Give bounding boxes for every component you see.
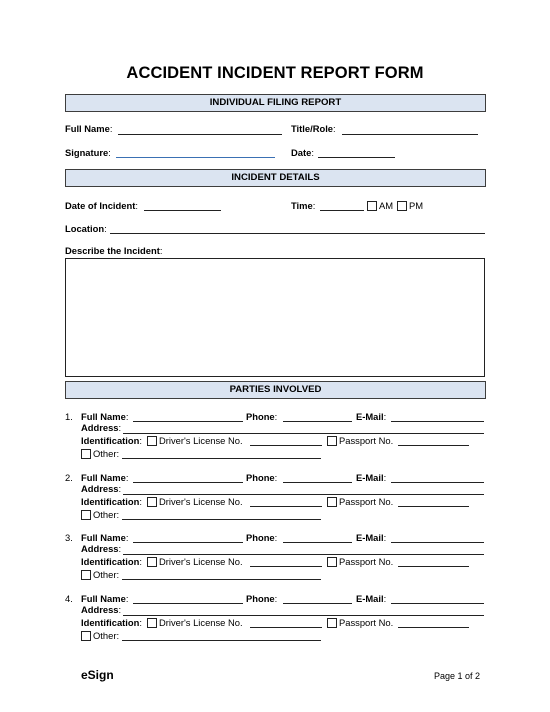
party-drivers-license-field[interactable]: [250, 506, 322, 507]
party-full-name-row: [81, 411, 128, 422]
party-full-name-row: [81, 532, 128, 543]
colon: :: [383, 593, 387, 604]
party-email-label: E-Mail: [356, 472, 384, 483]
party-phone-row: [246, 411, 277, 422]
date-label: Date: [291, 147, 312, 158]
party-full-name-label: Full Name: [81, 472, 126, 483]
colon: :: [311, 147, 314, 158]
party-other-checkbox[interactable]: [81, 510, 91, 520]
colon: :: [109, 123, 113, 134]
esign-logo: eSign: [81, 668, 114, 682]
section-header-parties: PARTIES INVOLVED: [65, 381, 486, 399]
party-email-field[interactable]: [391, 542, 484, 543]
colon: :: [125, 411, 129, 422]
page-number: Page 1 of 2: [434, 671, 481, 681]
party-phone-label: Phone: [246, 411, 275, 422]
party-phone-label: Phone: [246, 593, 275, 604]
describe-label: Describe the Incident: [65, 245, 160, 256]
party-full-name-label: Full Name: [81, 532, 126, 543]
party-phone-field[interactable]: [283, 482, 352, 483]
party-passport-label: Passport No.: [339, 556, 394, 567]
party-phone-row: [246, 532, 277, 543]
party-email-label: E-Mail: [356, 532, 384, 543]
party-address-field[interactable]: [123, 615, 484, 616]
party-phone-field[interactable]: [283, 542, 352, 543]
party-passport-label: Passport No.: [339, 617, 394, 628]
date-of-incident-label: Date of Incident: [65, 200, 136, 211]
party-passport-checkbox[interactable]: [327, 557, 337, 567]
am-label: AM: [379, 200, 394, 211]
date-of-incident-row: [65, 200, 138, 211]
signature-row: [65, 147, 111, 158]
colon: :: [383, 472, 387, 483]
colon: :: [274, 593, 278, 604]
full-name-row: [65, 123, 112, 134]
party-phone-row: [246, 472, 277, 483]
party-other-label: Other: [93, 569, 117, 580]
pm-checkbox[interactable]: [397, 201, 407, 211]
title-role-field[interactable]: [342, 134, 478, 135]
party-drivers-license-checkbox[interactable]: [147, 436, 157, 446]
party-identification-label: Identification: [81, 496, 140, 507]
colon: :: [116, 509, 120, 520]
colon: :: [274, 411, 278, 422]
party-drivers-license-field[interactable]: [250, 445, 322, 446]
party-other-checkbox[interactable]: [81, 631, 91, 641]
location-row: [65, 223, 107, 234]
party-email-row: [356, 593, 386, 604]
party-passport-field[interactable]: [398, 627, 469, 628]
party-email-label: E-Mail: [356, 411, 384, 422]
party-passport-field[interactable]: [398, 445, 469, 446]
colon: :: [108, 147, 111, 158]
party-other-field[interactable]: [122, 640, 321, 641]
party-other-row: [93, 630, 119, 641]
party-full-name-field[interactable]: [133, 542, 243, 543]
party-number: 1.: [65, 411, 73, 422]
location-label: Location: [65, 223, 105, 234]
title-role-label: Title/Role: [291, 123, 334, 134]
party-phone-field[interactable]: [283, 603, 352, 604]
party-full-name-label: Full Name: [81, 411, 126, 422]
party-email-row: [356, 472, 386, 483]
date-of-incident-field[interactable]: [144, 210, 221, 211]
party-address-row: [81, 543, 121, 554]
am-checkbox[interactable]: [367, 201, 377, 211]
party-identification-label: Identification: [81, 556, 140, 567]
colon: :: [139, 556, 142, 567]
party-drivers-license-checkbox[interactable]: [147, 557, 157, 567]
party-number: 4.: [65, 593, 73, 604]
party-address-row: [81, 483, 121, 494]
party-identification-row: [81, 556, 142, 567]
party-full-name-field[interactable]: [133, 603, 243, 604]
party-number: 2.: [65, 472, 73, 483]
colon: :: [274, 472, 278, 483]
party-other-checkbox[interactable]: [81, 449, 91, 459]
party-passport-label: Passport No.: [339, 496, 394, 507]
party-passport-field[interactable]: [398, 506, 469, 507]
party-drivers-license-checkbox[interactable]: [147, 618, 157, 628]
party-full-name-field[interactable]: [133, 482, 243, 483]
party-phone-field[interactable]: [283, 421, 352, 422]
party-full-name-label: Full Name: [81, 593, 126, 604]
party-address-field[interactable]: [123, 433, 484, 434]
colon: :: [139, 617, 142, 628]
party-identification-label: Identification: [81, 617, 140, 628]
party-number: 3.: [65, 532, 73, 543]
party-email-label: E-Mail: [356, 593, 384, 604]
party-passport-checkbox[interactable]: [327, 497, 337, 507]
party-full-name-row: [81, 593, 128, 604]
party-phone-row: [246, 593, 277, 604]
party-address-row: [81, 604, 121, 615]
date-row: [291, 147, 314, 158]
party-identification-row: [81, 435, 142, 446]
colon: :: [118, 543, 122, 554]
time-field[interactable]: [320, 210, 364, 211]
party-drivers-license-label: Driver's License No.: [159, 617, 243, 628]
party-other-label: Other: [93, 509, 117, 520]
party-other-row: [93, 569, 119, 580]
full-name-label: Full Name: [65, 123, 110, 134]
party-email-field[interactable]: [391, 482, 484, 483]
section-header-filing: INDIVIDUAL FILING REPORT: [65, 94, 486, 112]
party-passport-label: Passport No.: [339, 435, 394, 446]
party-email-field[interactable]: [391, 603, 484, 604]
party-identification-row: [81, 496, 142, 507]
colon: :: [116, 630, 120, 641]
party-address-label: Address: [81, 422, 119, 433]
colon: :: [139, 496, 142, 507]
party-address-row: [81, 422, 121, 433]
colon: :: [312, 200, 316, 211]
party-address-label: Address: [81, 604, 119, 615]
party-other-field[interactable]: [122, 579, 321, 580]
incident-description-textarea[interactable]: [65, 258, 485, 377]
colon: :: [116, 569, 120, 580]
party-passport-field[interactable]: [398, 566, 469, 567]
colon: :: [125, 532, 129, 543]
party-passport-checkbox[interactable]: [327, 618, 337, 628]
colon: :: [116, 448, 120, 459]
colon: :: [125, 593, 129, 604]
describe-row: [65, 245, 162, 256]
section-header-incident-details: INCIDENT DETAILS: [65, 169, 486, 187]
signature-field[interactable]: [116, 157, 275, 158]
party-other-label: Other: [93, 448, 117, 459]
time-row: [291, 200, 315, 211]
pm-label: PM: [409, 200, 424, 211]
party-phone-label: Phone: [246, 532, 275, 543]
colon: :: [104, 223, 107, 234]
colon: :: [139, 435, 142, 446]
party-drivers-license-field[interactable]: [250, 627, 322, 628]
party-drivers-license-checkbox[interactable]: [147, 497, 157, 507]
party-address-field[interactable]: [123, 494, 484, 495]
party-other-field[interactable]: [122, 519, 321, 520]
colon: :: [274, 532, 278, 543]
party-phone-label: Phone: [246, 472, 275, 483]
party-drivers-license-label: Driver's License No.: [159, 496, 243, 507]
party-identification-label: Identification: [81, 435, 140, 446]
colon: :: [383, 532, 387, 543]
time-label: Time: [291, 200, 313, 211]
party-drivers-license-label: Driver's License No.: [159, 435, 243, 446]
colon: :: [383, 411, 387, 422]
party-other-row: [93, 448, 119, 459]
colon: :: [159, 245, 163, 256]
party-other-field[interactable]: [122, 458, 321, 459]
form-title: ACCIDENT INCIDENT REPORT FORM: [126, 64, 424, 82]
party-other-label: Other: [93, 630, 117, 641]
colon: :: [135, 200, 138, 211]
party-identification-row: [81, 617, 142, 628]
party-email-row: [356, 411, 386, 422]
party-passport-checkbox[interactable]: [327, 436, 337, 446]
party-other-checkbox[interactable]: [81, 570, 91, 580]
party-email-row: [356, 532, 386, 543]
party-drivers-license-field[interactable]: [250, 566, 322, 567]
colon: :: [125, 472, 129, 483]
party-address-label: Address: [81, 543, 119, 554]
full-name-field[interactable]: [118, 134, 282, 135]
date-field[interactable]: [318, 157, 395, 158]
party-address-field[interactable]: [123, 554, 484, 555]
party-other-row: [93, 509, 119, 520]
party-drivers-license-label: Driver's License No.: [159, 556, 243, 567]
colon: :: [333, 123, 336, 134]
colon: :: [118, 604, 122, 615]
location-field[interactable]: [110, 233, 485, 234]
party-email-field[interactable]: [391, 421, 484, 422]
party-address-label: Address: [81, 483, 119, 494]
party-full-name-field[interactable]: [133, 421, 243, 422]
colon: :: [118, 483, 122, 494]
colon: :: [118, 422, 122, 433]
signature-label: Signature: [65, 147, 109, 158]
title-role-row: [291, 123, 336, 134]
party-full-name-row: [81, 472, 128, 483]
